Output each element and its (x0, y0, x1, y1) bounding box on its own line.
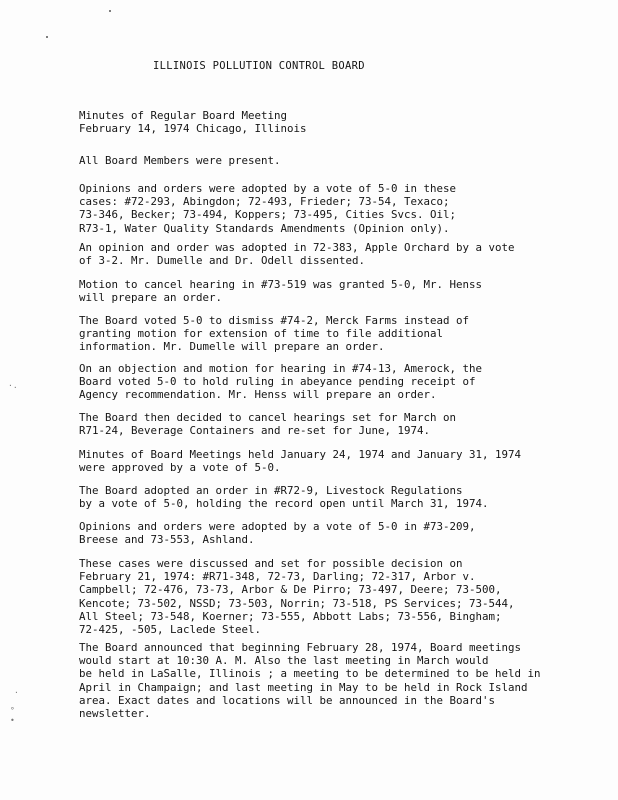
paragraph-merck-farms (79, 314, 469, 354)
margin-mark: · (14, 688, 19, 697)
paragraph-line: Kencote; 73-502, NSSD; 73-503, Norrin; 73-518, PS Services; 73-544, (79, 596, 515, 610)
paragraph-livestock-regulations (79, 484, 489, 510)
paragraph-line: The Board then decided to cancel hearings set for March on (79, 411, 457, 424)
paragraph-line: The Board announced that beginning February 28, 1974, Board meetings (79, 641, 522, 654)
document-title: ILLINOIS POLLUTION CONTROL BOARD (153, 60, 365, 72)
paragraph-line: Minutes of Board Meetings held January 24, 1974 and January 31, 1974 (79, 448, 522, 461)
paragraph-line: 72-425, -505, Laclede Steel. (79, 623, 262, 637)
paragraph-breese-ashland (79, 520, 476, 546)
margin-mark: ·. (8, 381, 18, 390)
paragraph-line: Board voted 5-0 to hold ruling in abeyance pending receipt of (79, 375, 476, 389)
paragraph-line: Opinions and orders were adopted by a vote of 5-0 in #73-209, (79, 520, 476, 533)
paragraph-line: will prepare an order. (79, 291, 223, 305)
paragraph-minutes-approved (79, 448, 521, 474)
paragraph-line: February 21, 1974: #R71-348, 72-73, Darling; 72-317, Arbor v. (79, 570, 476, 584)
paragraph-line: be held in LaSalle, Illinois ; a meeting to be determined to be held in (79, 667, 541, 681)
paragraph-cancel-hearing (79, 278, 482, 304)
paragraph-line: granting motion for extension of time to file additional (79, 327, 444, 341)
paragraph-line: 73-346, Becker; 73-494, Koppers; 73-495, Cities Svcs. Oil; (79, 208, 457, 222)
heading-line: Minutes of Regular Board Meeting (79, 109, 288, 122)
paragraph-line: Campbell; 72-476, 73-73, Arbor & De Pirro; 73-497, Deere; 73-500, (79, 583, 502, 597)
paragraph-line: All Board Members were present. (79, 154, 281, 167)
scan-speck (109, 10, 111, 12)
paragraph-line: area. Exact dates and locations will be announced in the Board's (79, 693, 496, 707)
paragraph-meeting-schedule (79, 641, 541, 720)
paragraph-line: were approved by a vote of 5-0. (79, 461, 281, 475)
paragraph-line: Opinions and orders were adopted by a vote of 5-0 in these (79, 182, 457, 195)
margin-mark: ° (10, 706, 15, 715)
paragraph-line: These cases were discussed and set for possible decision on (79, 557, 463, 570)
meeting-heading (79, 109, 307, 135)
paragraph-line: The Board voted 5-0 to dismiss #74-2, Merck Farms instead of (79, 314, 470, 327)
paragraph-opinions-adopted (79, 182, 456, 235)
paragraph-line: An opinion and order was adopted in 72-383, Apple Orchard by a vote (79, 241, 515, 254)
paragraph-line: All Steel; 73-548, Koerner; 73-555, Abbott Labs; 73-556, Bingham; (79, 609, 502, 623)
scan-speck (46, 36, 48, 38)
paragraph-beverage-containers (79, 411, 456, 437)
paragraph-line: by a vote of 5-0, holding the record open until March 31, 1974. (79, 497, 489, 511)
paragraph-line: of 3-2. Mr. Dumelle and Dr. Odell dissented. (79, 254, 366, 268)
paragraph-amerock (79, 362, 482, 402)
paragraph-line: R73-1, Water Quality Standards Amendments (Opinion only). (79, 221, 450, 235)
paragraph-line: Agency recommendation. Mr. Henss will prepare an order. (79, 388, 437, 402)
margin-mark: • (10, 716, 15, 725)
paragraph-line: On an objection and motion for hearing in #74-13, Amerock, the (79, 362, 483, 375)
paragraph-attendance (79, 154, 281, 167)
paragraph-apple-orchard (79, 241, 515, 267)
paragraph-line: Breese and 73-553, Ashland. (79, 533, 255, 547)
paragraph-line: April in Champaign; and last meeting in May to be held in Rock Island (79, 680, 528, 694)
paragraph-line: would start at 10:30 A. M. Also the last meeting in March would (79, 654, 489, 668)
heading-line: February 14, 1974 Chicago, Illinois (79, 122, 307, 135)
paragraph-line: The Board adopted an order in #R72-9, Livestock Regulations (79, 484, 463, 497)
paragraph-line: newsletter. (79, 707, 151, 721)
paragraph-line: R71-24, Beverage Containers and re-set for June, 1974. (79, 424, 431, 438)
paragraph-line: Motion to cancel hearing in #73-519 was granted 5-0, Mr. Henss (79, 278, 483, 291)
paragraph-cases-discussed (79, 557, 515, 636)
paragraph-line: cases: #72-293, Abingdon; 72-493, Frieder; 73-54, Texaco; (79, 195, 450, 209)
paragraph-line: information. Mr. Dumelle will prepare an order. (79, 340, 385, 354)
